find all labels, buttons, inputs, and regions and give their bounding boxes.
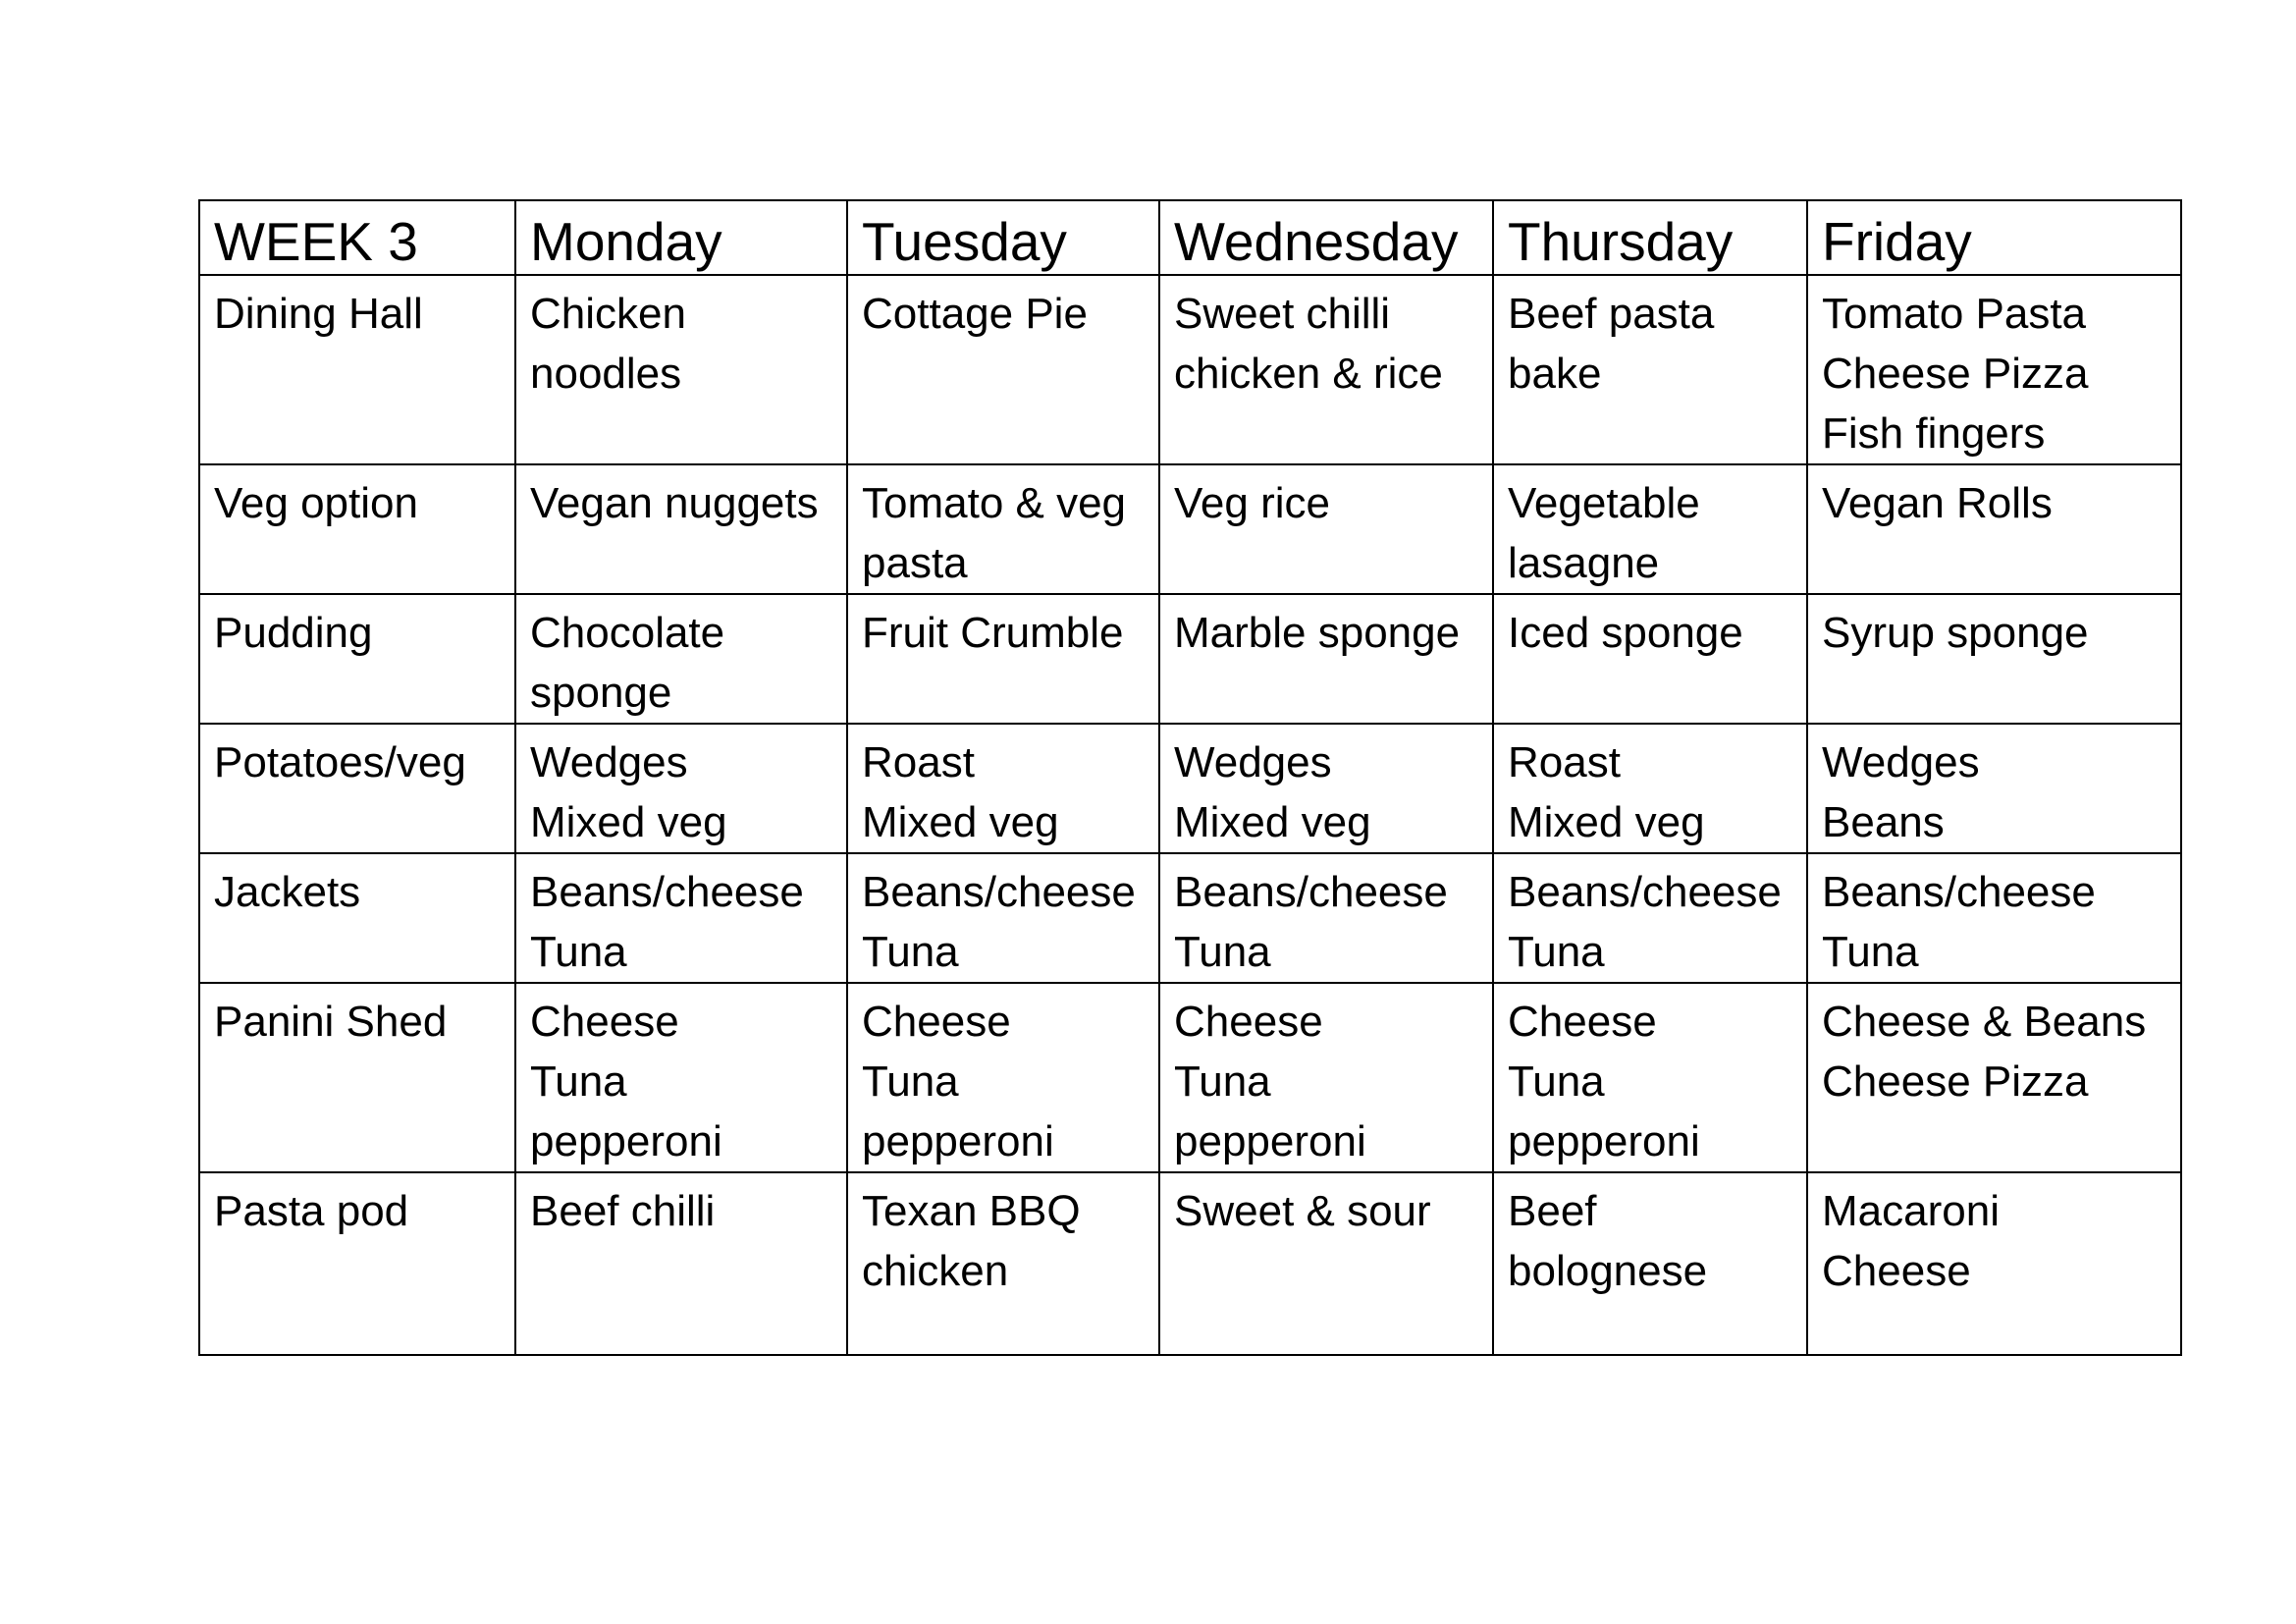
row-label: Veg option bbox=[199, 464, 515, 594]
menu-cell: Cheese Tuna pepperoni bbox=[1493, 983, 1807, 1172]
menu-cell: Sweet chilli chicken & rice bbox=[1159, 275, 1493, 464]
day-header-tuesday: Tuesday bbox=[847, 200, 1159, 275]
menu-cell: Sweet & sour bbox=[1159, 1172, 1493, 1355]
menu-cell: Roast Mixed veg bbox=[1493, 724, 1807, 853]
day-header-thursday: Thursday bbox=[1493, 200, 1807, 275]
menu-cell: Chicken noodles bbox=[515, 275, 847, 464]
menu-cell: Cheese Tuna pepperoni bbox=[847, 983, 1159, 1172]
menu-cell: Tomato Pasta Cheese Pizza Fish fingers bbox=[1807, 275, 2181, 464]
row-label: Pudding bbox=[199, 594, 515, 724]
row-label: Potatoes/veg bbox=[199, 724, 515, 853]
menu-cell: Macaroni Cheese bbox=[1807, 1172, 2181, 1355]
menu-cell: Veg rice bbox=[1159, 464, 1493, 594]
table-row bbox=[199, 724, 2181, 853]
row-label: Jackets bbox=[199, 853, 515, 983]
table-row bbox=[199, 983, 2181, 1172]
menu-cell: Syrup sponge bbox=[1807, 594, 2181, 724]
menu-cell: Wedges Beans bbox=[1807, 724, 2181, 853]
menu-cell: Cheese & Beans Cheese Pizza bbox=[1807, 983, 2181, 1172]
menu-cell: Roast Mixed veg bbox=[847, 724, 1159, 853]
row-label: Pasta pod bbox=[199, 1172, 515, 1355]
menu-cell: Beans/cheese Tuna bbox=[847, 853, 1159, 983]
row-label: Panini Shed bbox=[199, 983, 515, 1172]
table-row bbox=[199, 853, 2181, 983]
menu-cell: Marble sponge bbox=[1159, 594, 1493, 724]
menu-cell: Cheese Tuna pepperoni bbox=[515, 983, 847, 1172]
table-row bbox=[199, 594, 2181, 724]
table-row bbox=[199, 1172, 2181, 1355]
row-label: Dining Hall bbox=[199, 275, 515, 464]
menu-cell: Texan BBQ chicken bbox=[847, 1172, 1159, 1355]
day-header-friday: Friday bbox=[1807, 200, 2181, 275]
menu-cell: Wedges Mixed veg bbox=[1159, 724, 1493, 853]
week-label: WEEK 3 bbox=[199, 200, 515, 275]
menu-cell: Beef bolognese bbox=[1493, 1172, 1807, 1355]
day-header-monday: Monday bbox=[515, 200, 847, 275]
menu-cell: Tomato & veg pasta bbox=[847, 464, 1159, 594]
menu-cell: Vegetable lasagne bbox=[1493, 464, 1807, 594]
menu-cell: Iced sponge bbox=[1493, 594, 1807, 724]
menu-cell: Beef pasta bake bbox=[1493, 275, 1807, 464]
menu-cell: Cheese Tuna pepperoni bbox=[1159, 983, 1493, 1172]
header-row bbox=[199, 200, 2181, 275]
table-row bbox=[199, 275, 2181, 464]
menu-cell: Beans/cheese Tuna bbox=[1807, 853, 2181, 983]
table-row bbox=[199, 464, 2181, 594]
menu-cell: Beef chilli bbox=[515, 1172, 847, 1355]
menu-cell: Beans/cheese Tuna bbox=[515, 853, 847, 983]
menu-cell: Wedges Mixed veg bbox=[515, 724, 847, 853]
menu-cell: Cottage Pie bbox=[847, 275, 1159, 464]
menu-cell: Vegan nuggets bbox=[515, 464, 847, 594]
menu-cell: Vegan Rolls bbox=[1807, 464, 2181, 594]
menu-cell: Beans/cheese Tuna bbox=[1493, 853, 1807, 983]
day-header-wednesday: Wednesday bbox=[1159, 200, 1493, 275]
menu-cell: Beans/cheese Tuna bbox=[1159, 853, 1493, 983]
weekly-menu-table bbox=[198, 199, 2182, 1356]
menu-cell: Chocolate sponge bbox=[515, 594, 847, 724]
menu-cell: Fruit Crumble bbox=[847, 594, 1159, 724]
